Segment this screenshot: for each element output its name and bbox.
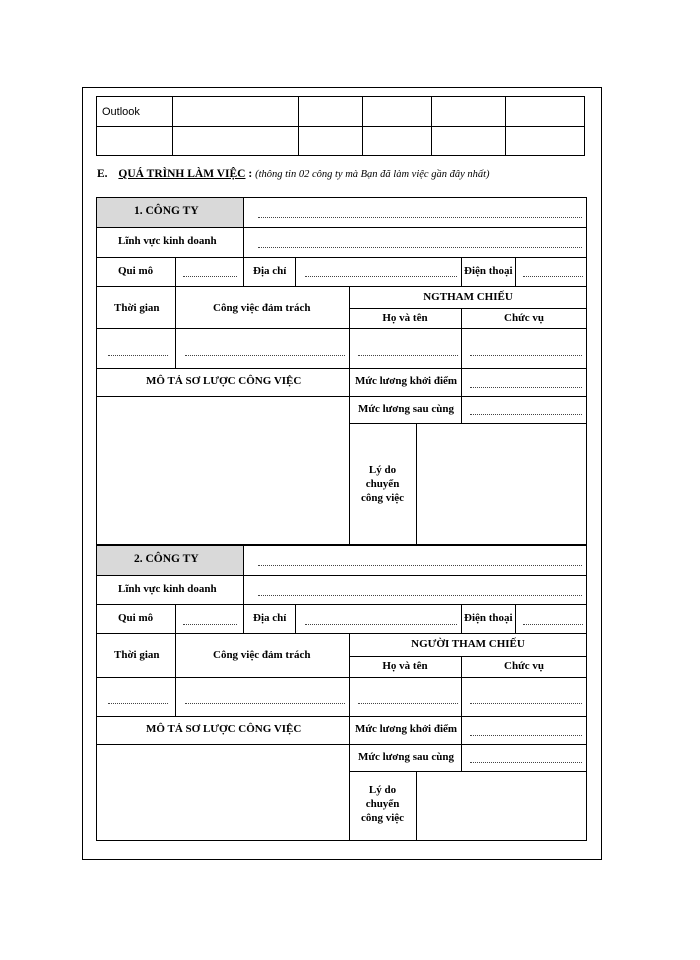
reference-label: NGTHAM CHIẾU xyxy=(423,291,513,303)
phone-label: Điện thoại xyxy=(464,265,513,277)
section-letter: E. xyxy=(97,168,108,180)
business-field-label: Lĩnh vực kinh doanh xyxy=(118,235,217,247)
section-colon: : xyxy=(245,168,256,180)
start-salary-label: Mức lương khởi điểm xyxy=(355,723,458,735)
ref-position-label: Chức vụ xyxy=(504,312,544,324)
reason-line-2: chuyển xyxy=(365,798,400,810)
section-heading xyxy=(97,168,490,180)
time-label: Thời gian xyxy=(114,302,160,314)
duties-label: Công việc đảm trách xyxy=(213,302,311,314)
ref-name-label: Họ và tên xyxy=(382,660,428,672)
ref-position-label: Chức vụ xyxy=(504,660,544,672)
section-note: (thông tin 02 công ty mà Bạn đã làm việc gần đây nhất) xyxy=(255,169,490,180)
reference-label: NGƯỜI THAM CHIẾU xyxy=(411,638,525,650)
reason-line-3: công việc xyxy=(360,812,405,824)
address-label: Địa chỉ xyxy=(253,612,287,624)
phone-label: Điện thoại xyxy=(464,612,513,624)
scale-label: Qui mô xyxy=(118,612,154,624)
job-summary-label: MÔ TẢ SƠ LƯỢC CÔNG VIỆC xyxy=(146,723,302,735)
time-label: Thời gian xyxy=(114,649,160,661)
last-salary-label: Mức lương sau cùng xyxy=(358,751,454,763)
last-salary-label: Mức lương sau cùng xyxy=(358,403,454,415)
section-title: QUÁ TRÌNH LÀM VIỆC xyxy=(118,168,246,180)
reason-line-1: Lý do xyxy=(368,464,397,476)
reason-line-1: Lý do xyxy=(368,784,397,796)
business-field-label: Lĩnh vực kinh doanh xyxy=(118,583,217,595)
company-heading: 2. CÔNG TY xyxy=(134,553,199,565)
company-heading: 1. CÔNG TY xyxy=(134,205,199,217)
ref-name-label: Họ và tên xyxy=(382,312,428,324)
reason-line-3: công việc xyxy=(360,492,405,504)
job-summary-label: MÔ TẢ SƠ LƯỢC CÔNG VIỆC xyxy=(146,375,302,387)
address-label: Địa chỉ xyxy=(253,265,287,277)
start-salary-label: Mức lương khởi điểm xyxy=(355,375,458,387)
skill-row-label: Outlook xyxy=(102,106,140,118)
scale-label: Qui mô xyxy=(118,265,154,277)
reason-line-2: chuyển xyxy=(365,478,400,490)
duties-label: Công việc đảm trách xyxy=(213,649,311,661)
